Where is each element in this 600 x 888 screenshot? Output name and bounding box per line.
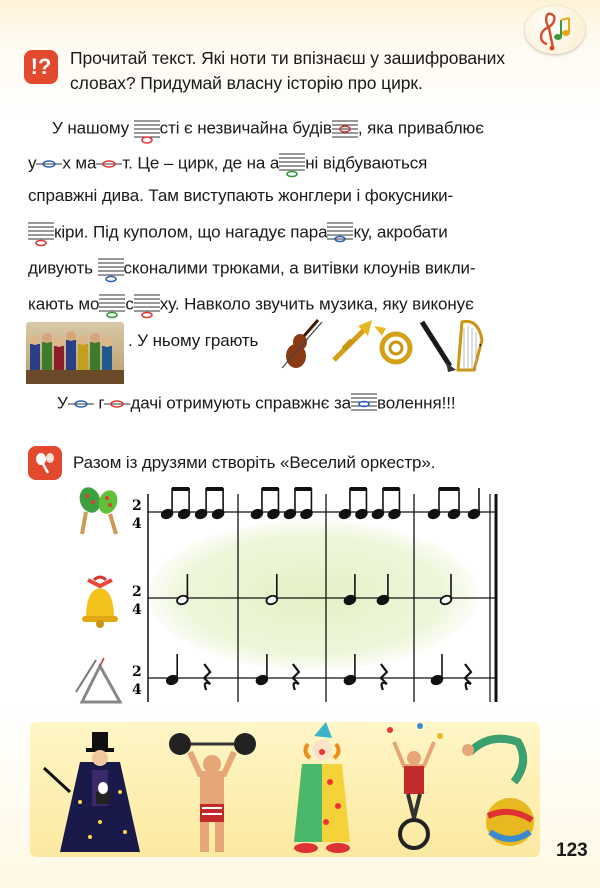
time-signature-bottom: 4: [132, 516, 142, 532]
story-line-7: . У ньому грають: [128, 331, 259, 350]
story-line-5: дивують сконалими трюками, а витівки клоунів викли-: [28, 257, 475, 281]
story-line-7-end: .: [478, 331, 483, 350]
time-signature-top: 2: [132, 584, 142, 600]
story-line-2: у х ма т. Це – цирк, де на а ні відбуваються: [28, 152, 427, 176]
story-line-3: справжні дива. Там виступають жонглери і фокусники-: [28, 186, 454, 205]
time-signature-bottom: 4: [132, 682, 142, 698]
note-staff-icon: [351, 392, 377, 416]
note-staff-icon: [36, 152, 62, 176]
orchestra-picture: [26, 322, 124, 384]
treble-clef-icon: [525, 6, 585, 54]
strongman-icon: [169, 733, 256, 852]
task1-line-2: словах? Придумай власну історію про цирк.: [70, 73, 423, 93]
clown-icon: [294, 722, 350, 853]
note-staff-icon: [68, 392, 94, 416]
task2-instructions: Разом із друзями створіть «Веселий оркестр».: [73, 453, 436, 472]
note-staff-icon: [104, 392, 130, 416]
story-line-8: У г дачі отримують справжнє за волення!!!: [57, 392, 455, 416]
instruments-row: [278, 316, 488, 374]
quarter-rest: [293, 664, 299, 690]
note-staff-icon: [98, 257, 124, 281]
maracas-icon: [74, 484, 126, 538]
note-staff-icon: [279, 152, 305, 176]
bell-icon: [74, 572, 126, 630]
story-line-6: кають мо с ху. Навколо звучить музика, яку виконує: [28, 293, 474, 317]
note-staff-icon: [99, 293, 125, 317]
quarter-rest: [204, 664, 210, 690]
task1-instructions: [70, 46, 505, 96]
time-signature-top: 2: [132, 664, 142, 680]
task1-line-1: Прочитай текст. Які ноти ти впізнаєш у зашифрованих: [70, 48, 505, 68]
note-staff-icon: [134, 117, 160, 141]
magician-icon: [44, 732, 140, 852]
trumpet-icon: [334, 320, 372, 360]
french-horn-icon: [374, 326, 410, 362]
quarter-rest: [381, 664, 387, 690]
note-staff-icon: [28, 221, 54, 245]
juggler-on-unicycle-icon: [387, 723, 443, 848]
page-number: 123: [556, 840, 588, 861]
music-subject-badge: [525, 6, 585, 54]
story-line-1: У нашому сті є незвичайна будів , яка приваблює: [52, 117, 484, 141]
rhythm-score: [132, 490, 500, 710]
time-signature-bottom: 4: [132, 602, 142, 618]
time-signature-top: 2: [132, 498, 142, 514]
clarinet-icon: [422, 322, 456, 372]
triangle-icon: [74, 656, 126, 708]
acrobat-on-ball-icon: [462, 739, 534, 846]
note-staff-icon: [134, 293, 160, 317]
note-staff-icon: [96, 152, 122, 176]
question-task-icon: !?: [24, 50, 58, 84]
violin-icon: [282, 320, 322, 368]
story-line-4: кіри. Під куполом, що нагадує пара ку, акробати: [28, 221, 448, 245]
quarter-rest: [465, 664, 471, 690]
circus-performers-strip: [30, 722, 540, 857]
note-staff-icon: [327, 221, 353, 245]
maracas-task-icon: [28, 446, 62, 480]
note-staff-icon: [332, 117, 358, 141]
